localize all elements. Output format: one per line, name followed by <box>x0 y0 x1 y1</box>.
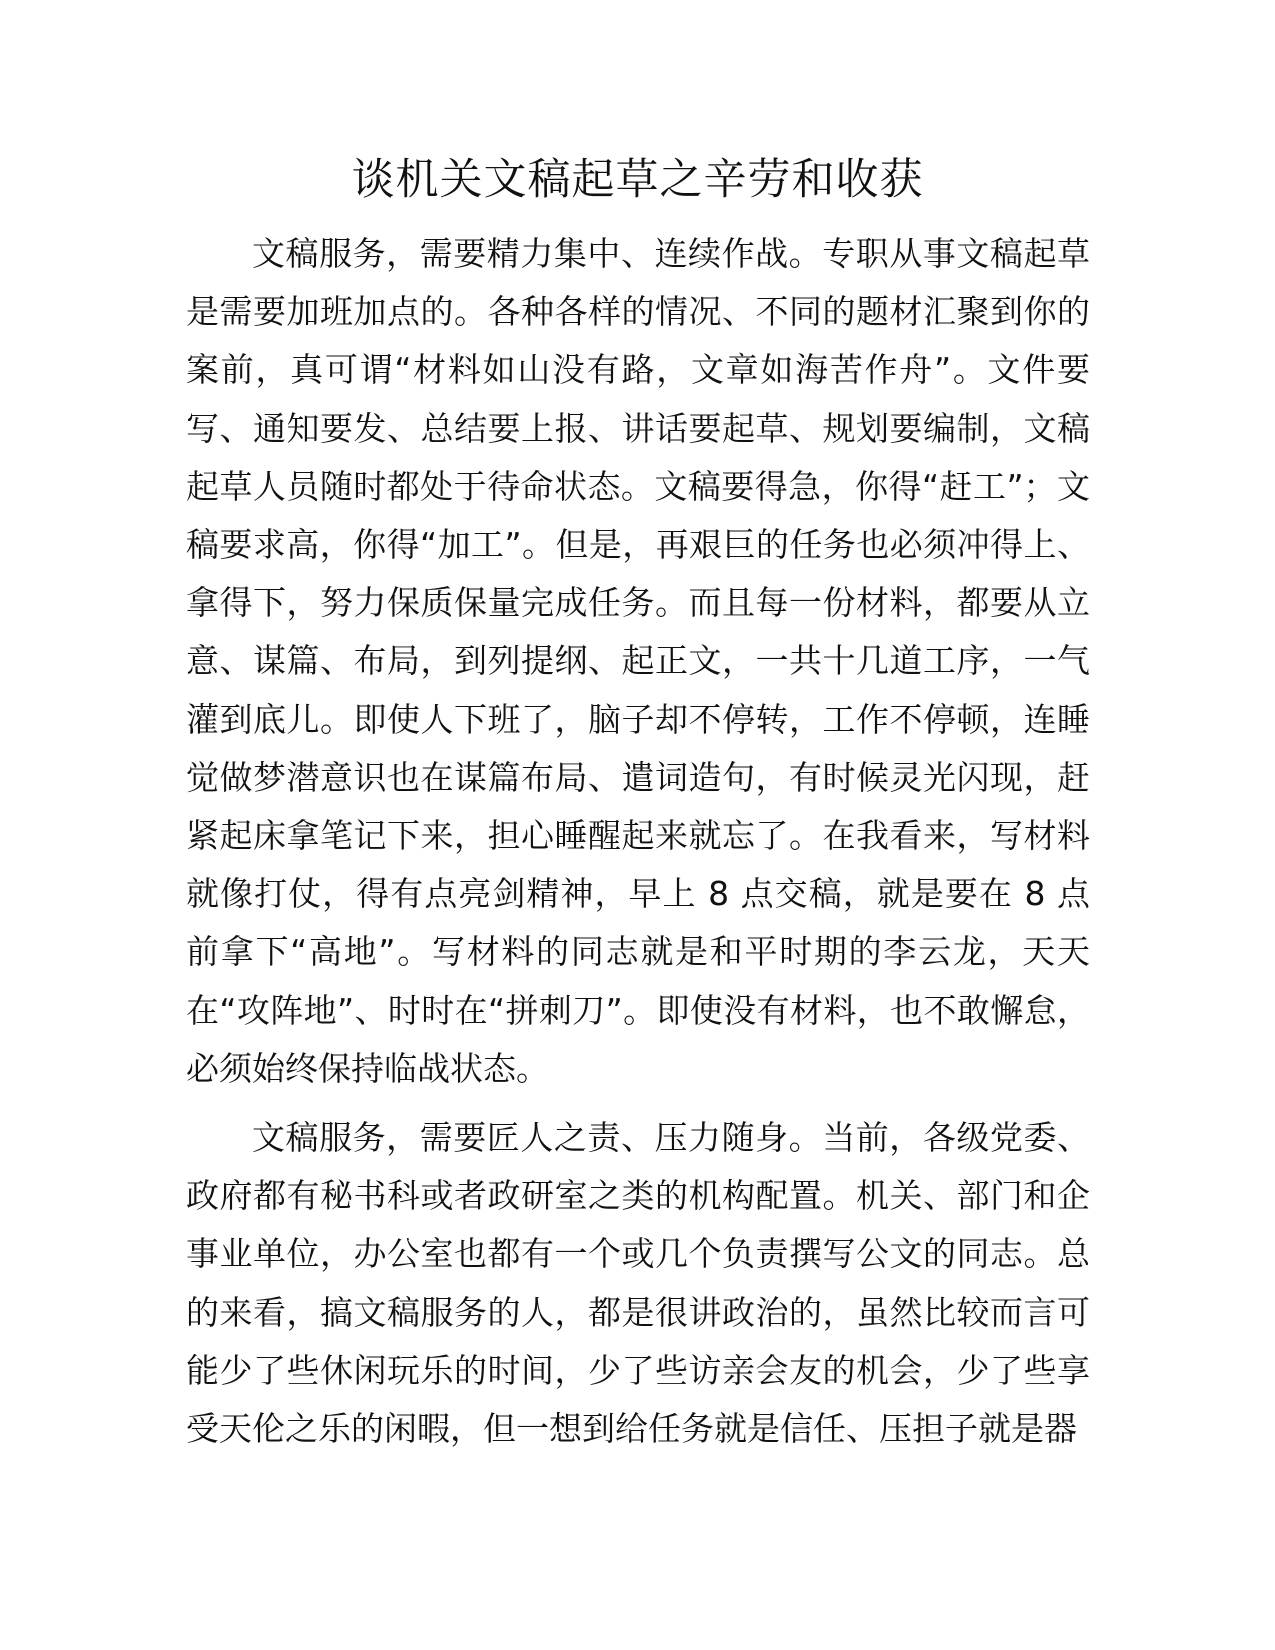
body-paragraph-2: 文稿服务，需要匠人之责、压力随身。当前，各级党委、政府都有秘书科或者政研室之类的机构配置。机关、部门和企事业单位，办公室也都有一个或几个负责撰写公文的同志。总的来看，搞文稿服务的人，都是很讲政治的，虽然比较而言可能少了些休闲玩乐的时间，少了些访亲会友的机会，少了些享受天伦之乐的闲暇，但一想到给任务就是信任、压担子就是器 <box>186 1118 1090 1449</box>
body-paragraph-1: 文稿服务，需要精力集中、连续作战。专职从事文稿起草是需要加班加点的。各种各样的情况、不同的题材汇聚到你的案前，真可谓“材料如山没有路，文章如海苦作舟”。文件要写、通知要发、总结要上报、讲话要起草、规划要编制，文稿起草人员随时都处于待命状态。文稿要得急，你得“赶工”；文稿要求高，你得“加工”。但是，再艰巨的任务也必须冲得上、拿得下，努力保质保量完成任务。而且每一份材料，都要从立意、谋篇、布局，到列提纲、起正文，一共十几道工序，一气灌到底儿。即使人下班了，脑子却不停转，工作不停顿，连睡觉做梦潜意识也在谋篇布局、遣词造句，有时候灵光闪现，赶紧起床拿笔记下来，担心睡醒起来就忘了。在我看来，写材料就像打仗，得有点亮剑精神，早上 8 点交稿，就是要在 8 点前拿下“高地”。写材料的同志就是和平时期的李云龙，天天在“攻阵地”、时时在“拼刺刀”。即使没有材料，也不敢懈怠，必须始终保持临战状态。 <box>186 234 1090 1088</box>
document-title: 谈机关文稿起草之辛劳和收获 <box>351 155 924 205</box>
